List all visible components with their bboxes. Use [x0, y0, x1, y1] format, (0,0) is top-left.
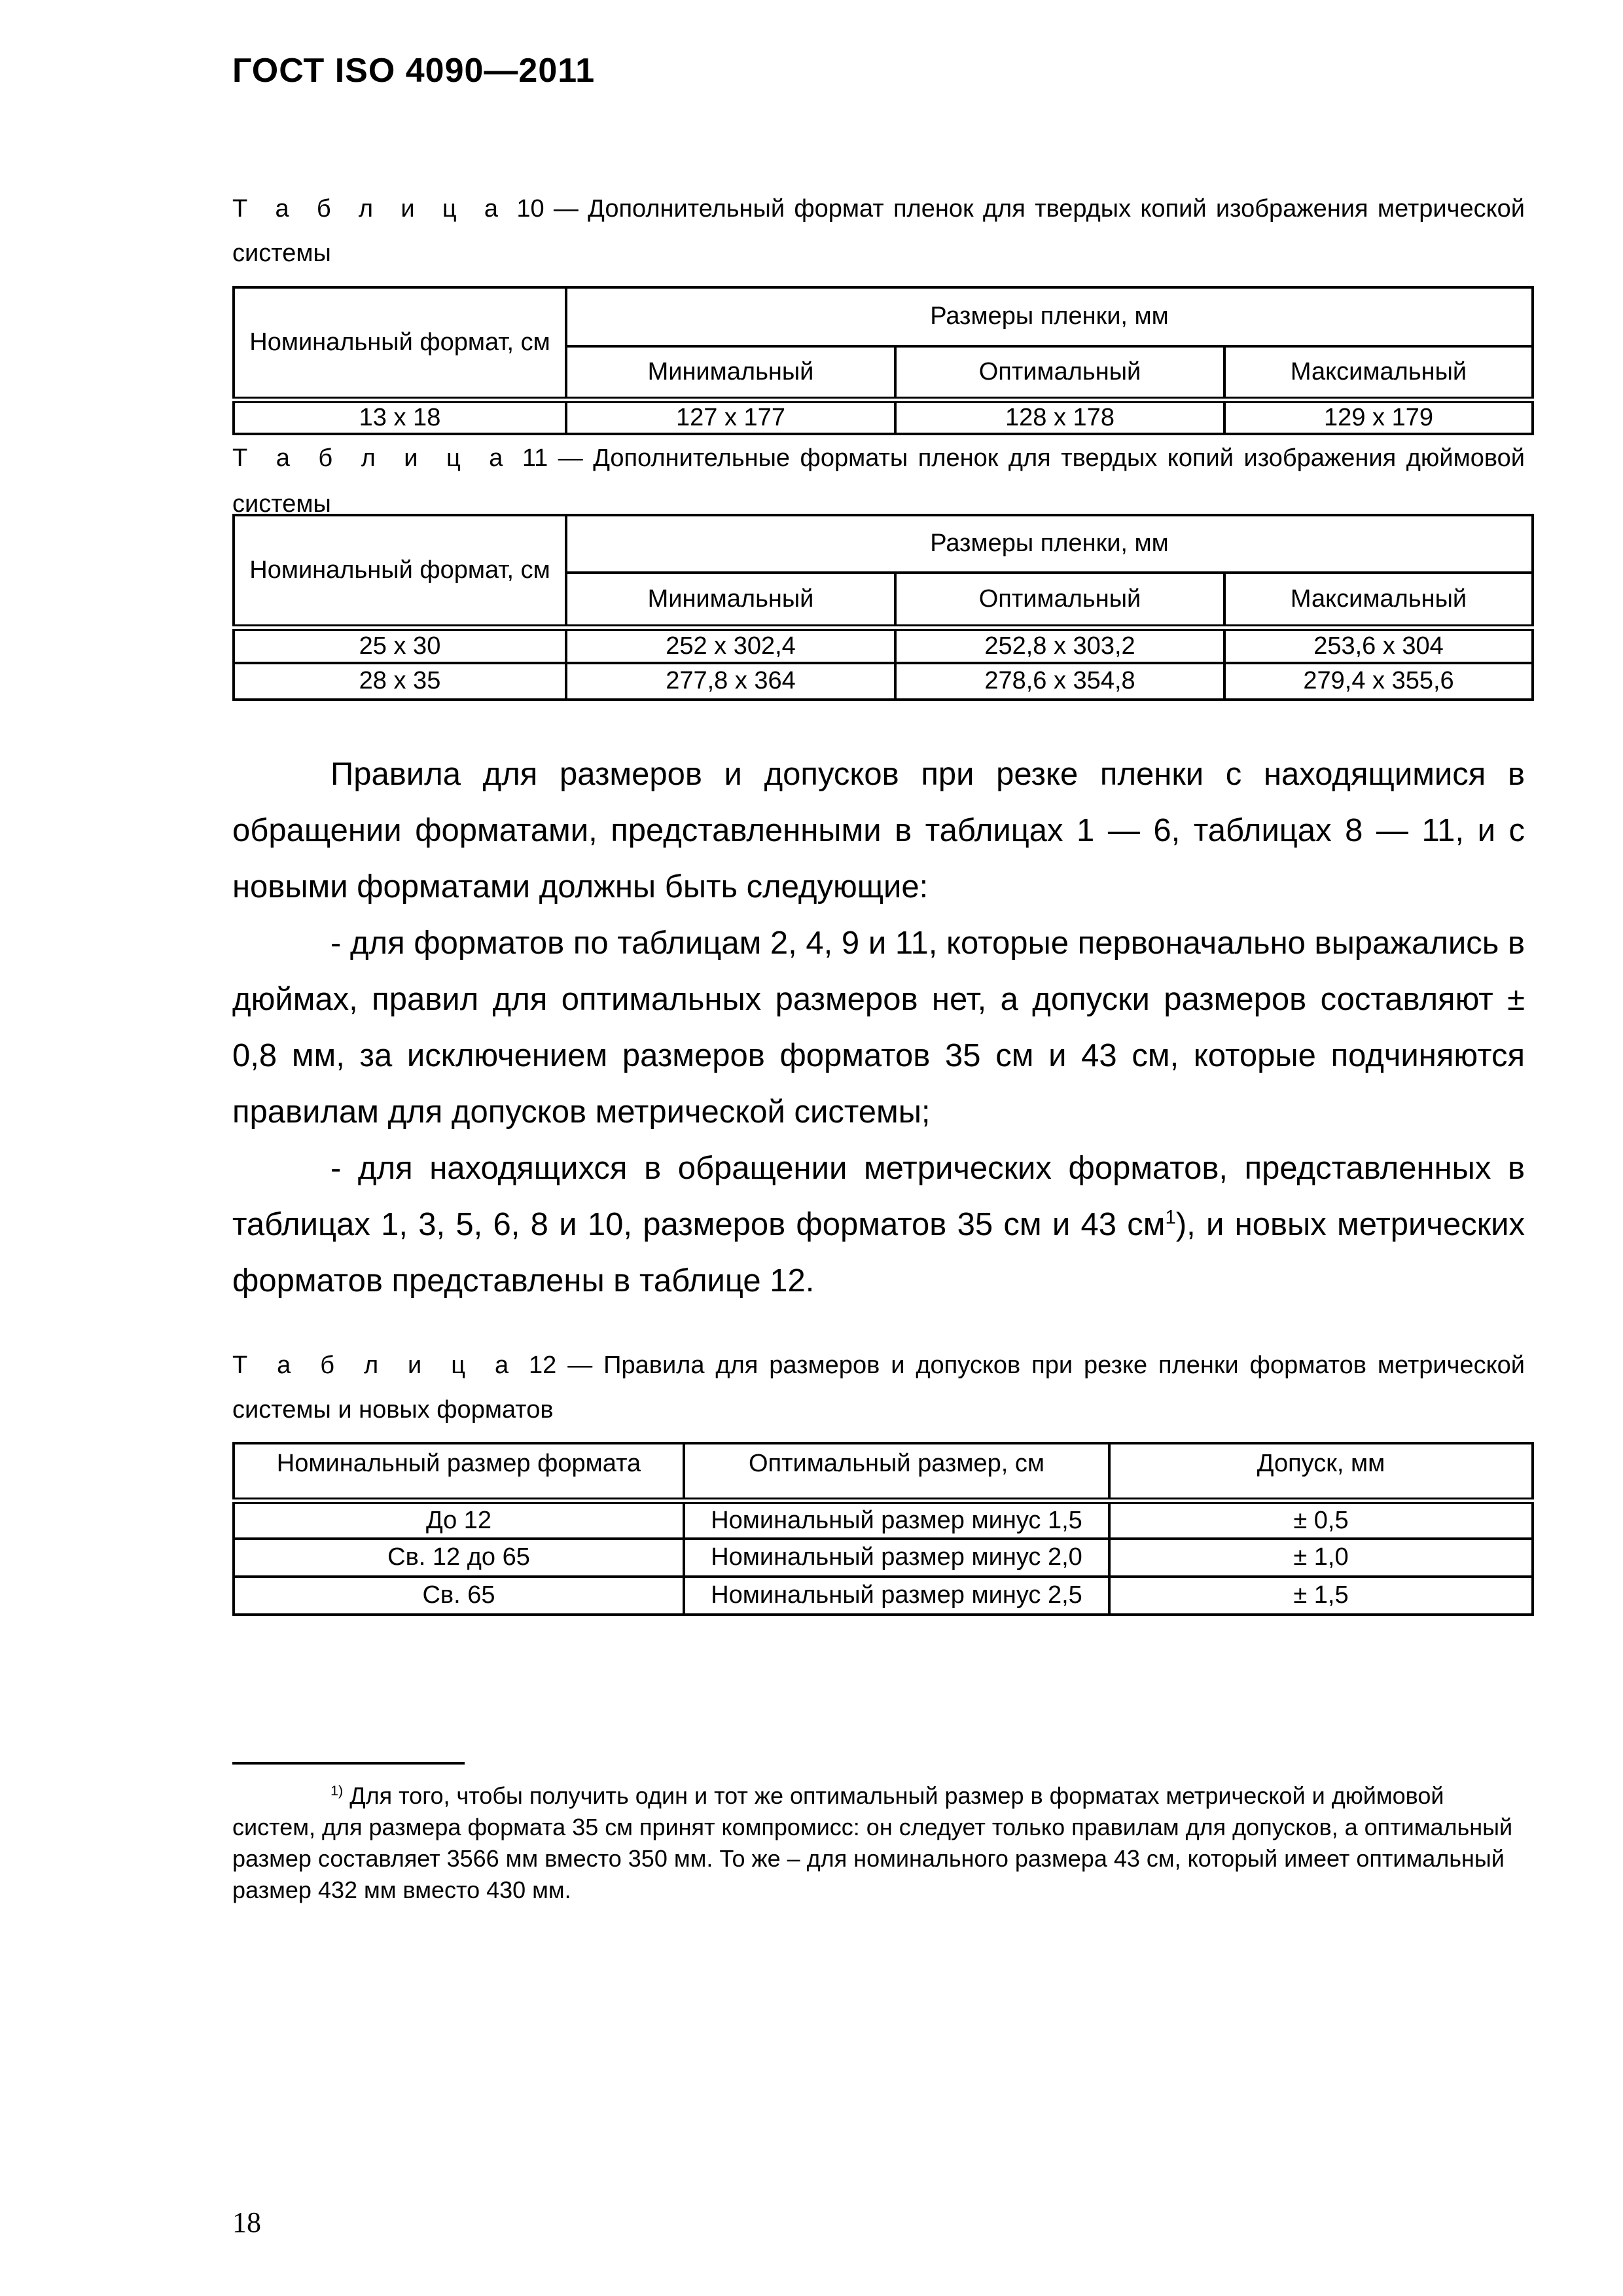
- table-label: Т а б л и ц а: [232, 1352, 518, 1379]
- table-12-caption: [232, 1343, 1525, 1432]
- table-cell: Св. 12 до 65: [234, 1539, 684, 1577]
- col-header-max: Максимальный: [1224, 573, 1533, 628]
- table-cell: 278,6 x 354,8: [895, 663, 1224, 700]
- col-header-dimensions: Размеры пленки, мм: [566, 287, 1533, 346]
- table-cell: 128 x 178: [895, 400, 1224, 434]
- list-item: - для форматов по таблицам 2, 4, 9 и 11, которые первоначально выражались в дюймах, правил для оптимальных размеров нет, а допуски размеров составляют ± 0,8 мм, за исключением размеров форматов 35 см и 43 см, которые подчиняются правилам для допусков метрической системы;: [232, 925, 1525, 1130]
- table-cell: 25 x 30: [234, 628, 566, 663]
- footnote-text: Для того, чтобы получить один и тот же оптимальный размер в форматах метрической и дюймовой систем, для размера формата 35 см принят компромисс: он следует только правилам для допусков, а оптимальный размер составляет 3566 мм вместо 350 мм. То же – для номинального размера 43 см, который имеет оптимальный размер 432 мм вместо 430 мм.: [232, 1782, 1513, 1903]
- table-10: [232, 286, 1534, 435]
- table-cell: 28 x 35: [234, 663, 566, 700]
- table-row: [234, 1539, 1533, 1577]
- table-row: [234, 1501, 1533, 1539]
- table-cell: 252 x 302,4: [566, 628, 895, 663]
- table-cell: Номинальный размер минус 2,0: [684, 1539, 1109, 1577]
- table-cell: 252,8 x 303,2: [895, 628, 1224, 663]
- table-label: Т а б л и ц а: [232, 195, 508, 223]
- list-item-text: ), и новых метрических форматов представлены в таблице 12.: [232, 1207, 1525, 1299]
- col-header-dimensions: Размеры пленки, мм: [566, 515, 1533, 573]
- table-caption-text: 10 — Дополнительный формат пленок для твердых копий изображения метрической системы: [232, 195, 1525, 267]
- footnote-divider: [232, 1762, 465, 1765]
- table-12: [232, 1442, 1534, 1616]
- table-row: [234, 1577, 1533, 1615]
- table-row: [234, 663, 1533, 700]
- body-text: [232, 746, 1525, 1309]
- table-cell: Номинальный размер минус 1,5: [684, 1501, 1109, 1539]
- list-item-text: - для находящихся в обращении метрических форматов, представленных в таблицах 1, 3, 5, 6, 8 и 10, размеров форматов 35 см и 43 см: [232, 1151, 1525, 1242]
- table-cell: 13 x 18: [234, 400, 566, 434]
- col-header-opt: Оптимальный: [895, 573, 1224, 628]
- table-caption-text: 11 — Дополнительные форматы пленок для твердых копий изображения дюймовой системы: [232, 444, 1525, 518]
- footnote: [232, 1780, 1525, 1906]
- table-cell: Номинальный размер минус 2,5: [684, 1577, 1109, 1615]
- paragraph: Правила для размеров и допусков при резке пленки с находящимися в обращении форматами, представленными в таблицах 1 — 6, таблицах 8 — 11, и с новыми форматами должны быть следующие:: [232, 757, 1525, 905]
- col-header-opt: Оптимальный: [895, 346, 1224, 400]
- table-caption-text: 12 — Правила для размеров и допусков при резке пленки форматов метрической системы и новых форматов: [232, 1352, 1525, 1424]
- table-cell: До 12: [234, 1501, 684, 1539]
- table-cell: 127 x 177: [566, 400, 895, 434]
- col-header-max: Максимальный: [1224, 346, 1533, 400]
- table-10-caption: [232, 187, 1525, 276]
- table-cell: ± 1,5: [1109, 1577, 1533, 1615]
- table-cell: ± 0,5: [1109, 1501, 1533, 1539]
- table-cell: 253,6 x 304: [1224, 628, 1533, 663]
- table-row: [234, 400, 1533, 434]
- table-cell: ± 1,0: [1109, 1539, 1533, 1577]
- col-header-nominal: Номинальный формат, см: [234, 515, 566, 628]
- table-cell: 129 x 179: [1224, 400, 1533, 434]
- col-header-min: Минимальный: [566, 573, 895, 628]
- col-header-opt: Оптимальный размер, см: [684, 1443, 1109, 1501]
- table-cell: 279,4 x 355,6: [1224, 663, 1533, 700]
- list-item: [232, 1140, 1525, 1309]
- footnote-ref: 1: [1165, 1206, 1176, 1229]
- col-header-nominal: Номинальный формат, см: [234, 287, 566, 400]
- col-header-nominal: Номинальный размер формата: [234, 1443, 684, 1501]
- col-header-min: Минимальный: [566, 346, 895, 400]
- table-11: [232, 514, 1534, 701]
- page-number: 18: [232, 2206, 261, 2238]
- document-header: ГОСТ ISO 4090—2011: [232, 52, 596, 90]
- table-11-caption: [232, 435, 1525, 527]
- table-label: Т а б л и ц а: [232, 444, 512, 472]
- footnote-mark: 1): [330, 1782, 344, 1799]
- col-header-tol: Допуск, мм: [1109, 1443, 1533, 1501]
- table-row: [234, 628, 1533, 663]
- table-cell: Св. 65: [234, 1577, 684, 1615]
- table-cell: 277,8 x 364: [566, 663, 895, 700]
